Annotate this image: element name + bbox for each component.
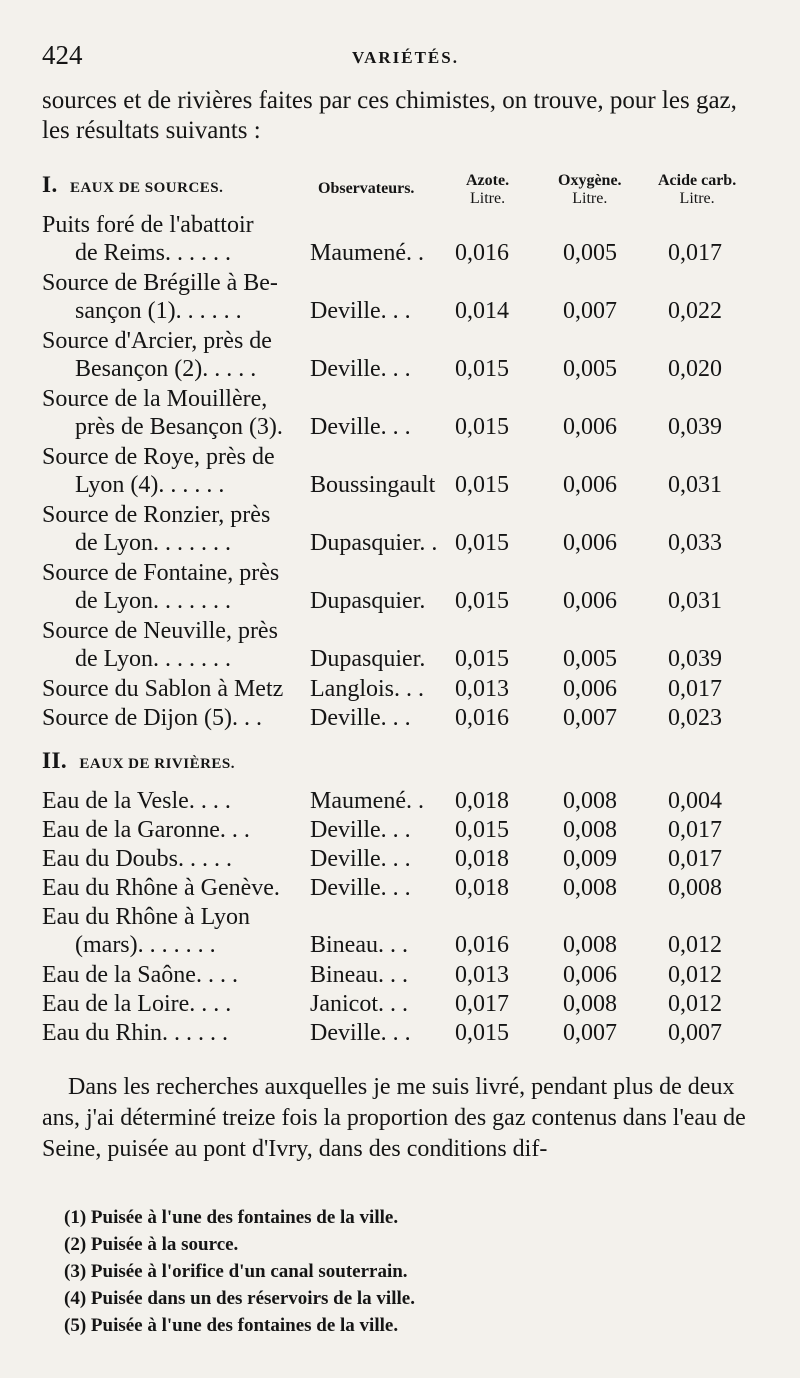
page-header [42,40,757,80]
observer-cell: Maumené. . [310,240,424,266]
acide-cell: 0,039 [668,414,722,440]
row-name: Besançon (2). . . . . [75,356,257,382]
azote-cell: 0,016 [455,705,509,731]
acide-cell: 0,012 [668,991,722,1017]
azote-cell: 0,014 [455,298,509,324]
table-row [0,646,800,676]
row-name: (mars). . . . . . . [75,932,216,958]
oxygene-cell: 0,006 [563,588,617,614]
acide-cell: 0,023 [668,705,722,731]
row-name-first-line: Source de Neuville, près [42,618,278,644]
observer-cell: Deville. . . [310,875,411,901]
acide-cell: 0,031 [668,472,722,498]
column-header-oxygene: Oxygène. Litre. [558,172,622,207]
intro-paragraph: sources et de rivières faites par ces chimistes, on trouve, pour les gaz, les résultats suivants : [42,87,737,144]
oxygene-cell: 0,006 [563,676,617,702]
oxygene-cell: 0,008 [563,991,617,1017]
row-name: de Reims. . . . . . [75,240,231,266]
table-row [0,991,800,1021]
table-row [0,676,800,706]
footnote: (2) Puisée à la source. [64,1234,239,1255]
oxygene-cell: 0,007 [563,298,617,324]
row-name: de Lyon. . . . . . . [75,588,231,614]
acide-cell: 0,012 [668,932,722,958]
section-title: EAUX DE RIVIÈRES. [79,756,236,772]
azote-cell: 0,015 [455,588,509,614]
observer-cell: Deville. . . [310,298,411,324]
footnotes [64,1204,415,1339]
row-name: Eau du Rhône à Genève. [42,875,280,901]
azote-cell: 0,015 [455,414,509,440]
row-name: sançon (1). . . . . . [75,298,242,324]
row-name-first-line: Puits foré de l'abattoir [42,212,254,238]
closing-paragraph: Dans les recherches auxquelles je me suis livré, pendant plus de deux ans, j'ai déterminé treize fois la proportion des gaz contenus dans l'eau de Seine, puisée au pont d'Ivry, dans des conditions dif- [42,1074,746,1162]
azote-cell: 0,017 [455,991,509,1017]
table-row [0,240,800,270]
row-name: Eau du Doubs. . . . . [42,846,232,872]
azote-cell: 0,015 [455,646,509,672]
footnote: (3) Puisée à l'orifice d'un canal souterrain. [64,1261,408,1282]
oxygene-cell: 0,005 [563,646,617,672]
azote-cell: 0,015 [455,356,509,382]
acide-cell: 0,007 [668,1020,722,1046]
oxygene-cell: 0,007 [563,705,617,731]
observer-cell: Deville. . . [310,356,411,382]
azote-cell: 0,018 [455,846,509,872]
acide-cell: 0,017 [668,817,722,843]
section-heading-sources [42,172,223,198]
acide-cell: 0,020 [668,356,722,382]
acide-cell: 0,008 [668,875,722,901]
footnote: (4) Puisée dans un des réservoirs de la ville. [64,1288,415,1309]
acide-cell: 0,031 [668,588,722,614]
column-header-acide: Acide carb. Litre. [658,172,737,207]
row-name: Source de Dijon (5). . . [42,705,262,731]
row-name: Lyon (4). . . . . . [75,472,225,498]
observer-cell: Deville. . . [310,705,411,731]
row-name-first-line: Eau du Rhône à Lyon [42,904,250,930]
table-row [0,356,800,386]
oxygene-cell: 0,005 [563,240,617,266]
oxygene-cell: 0,005 [563,356,617,382]
azote-cell: 0,013 [455,676,509,702]
column-header-observers: Observateurs. [318,180,415,197]
row-name-first-line: Source de Fontaine, près [42,560,280,586]
acide-cell: 0,017 [668,240,722,266]
row-name: Eau de la Loire. . . . [42,991,232,1017]
acide-cell: 0,004 [668,788,722,814]
observer-cell: Dupasquier. [310,588,426,614]
oxygene-cell: 0,006 [563,414,617,440]
row-name-first-line: Source de Brégille à Be- [42,270,278,296]
row-name: Eau de la Vesle. . . . [42,788,231,814]
azote-cell: 0,015 [455,530,509,556]
column-header-azote: Azote. Litre. [466,172,510,207]
acide-cell: 0,017 [668,676,722,702]
row-name: de Lyon. . . . . . . [75,646,231,672]
table-row [0,817,800,847]
oxygene-cell: 0,006 [563,962,617,988]
footnote: (5) Puisée à l'une des fontaines de la ville. [64,1315,399,1336]
oxygene-cell: 0,007 [563,1020,617,1046]
table-row [0,932,800,962]
row-name-first-line: Source de Roye, près de [42,444,275,470]
azote-cell: 0,013 [455,962,509,988]
oxygene-cell: 0,009 [563,846,617,872]
section-number: II. [42,748,68,773]
table-row [0,705,800,735]
table-row [0,414,800,444]
azote-cell: 0,015 [455,817,509,843]
observer-cell: Deville. . . [310,846,411,872]
row-name-first-line: Source de Ronzier, près [42,502,271,528]
observer-cell: Maumené. . [310,788,424,814]
observer-cell: Bineau. . . [310,962,408,988]
observer-cell: Deville. . . [310,414,411,440]
observer-cell: Janicot. . . [310,991,408,1017]
acide-cell: 0,022 [668,298,722,324]
table-row [0,588,800,618]
acide-cell: 0,017 [668,846,722,872]
row-name: Eau du Rhin. . . . . . [42,1020,228,1046]
row-name: Source du Sablon à Metz [42,676,284,702]
row-name: Eau de la Saône. . . . [42,962,238,988]
section-title: EAUX DE SOURCES. [69,180,224,196]
section-number: I. [42,172,58,197]
oxygene-cell: 0,008 [563,932,617,958]
observer-cell: Deville. . . [310,1020,411,1046]
row-name-first-line: Source d'Arcier, près de [42,328,272,354]
acide-cell: 0,033 [668,530,722,556]
observer-cell: Langlois. . . [310,676,424,702]
observer-cell: Deville. . . [310,817,411,843]
azote-cell: 0,018 [455,875,509,901]
row-name: de Lyon. . . . . . . [75,530,231,556]
table-row [0,962,800,992]
azote-cell: 0,015 [455,472,509,498]
table-row [0,472,800,502]
table-row [0,1020,800,1050]
page-number: 424 [42,40,83,70]
observer-cell: Bineau. . . [310,932,408,958]
azote-cell: 0,018 [455,788,509,814]
azote-cell: 0,016 [455,240,509,266]
azote-cell: 0,016 [455,932,509,958]
oxygene-cell: 0,006 [563,530,617,556]
table-row [0,298,800,328]
row-name: Eau de la Garonne. . . [42,817,250,843]
oxygene-cell: 0,006 [563,472,617,498]
oxygene-cell: 0,008 [563,788,617,814]
table-row [0,788,800,818]
row-name: près de Besançon (3). [75,414,283,440]
footnote: (1) Puisée à l'une des fontaines de la ville. [64,1207,399,1228]
row-name-first-line: Source de la Mouillère, [42,386,268,412]
observer-cell: Dupasquier. [310,646,426,672]
azote-cell: 0,015 [455,1020,509,1046]
table-row [0,530,800,560]
running-title: VARIÉTÉS. [352,48,459,67]
acide-cell: 0,012 [668,962,722,988]
oxygene-cell: 0,008 [563,817,617,843]
oxygene-cell: 0,008 [563,875,617,901]
table-row [0,875,800,905]
section-heading-rivers [42,748,235,774]
table-row [0,846,800,876]
observer-cell: Boussingault [310,472,436,498]
observer-cell: Dupasquier. . [310,530,438,556]
acide-cell: 0,039 [668,646,722,672]
